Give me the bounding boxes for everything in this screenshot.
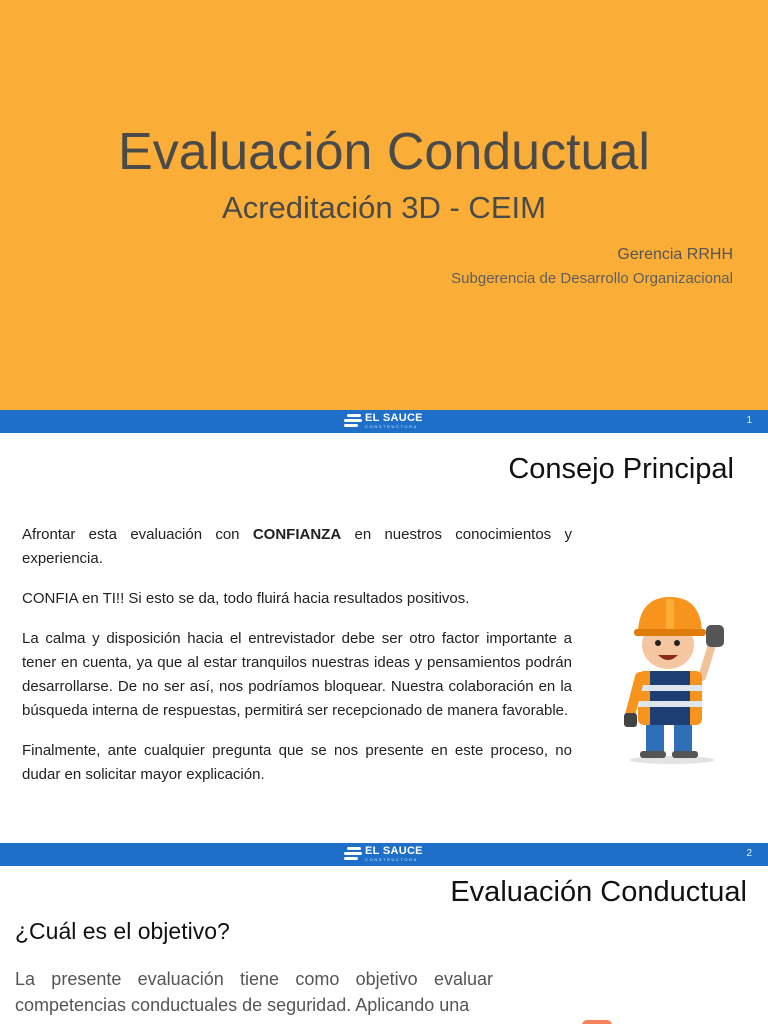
slide-body	[15, 966, 493, 1018]
advice-slide	[0, 433, 768, 843]
slide-footer-bar	[0, 843, 768, 866]
construction-worker-waving-icon	[610, 585, 740, 765]
department-label: Gerencia RRHH	[617, 246, 733, 263]
el-sauce-logo	[344, 846, 434, 864]
slide-subtitle: Acreditación 3D - CEIM	[222, 190, 546, 225]
illustration-fragment	[582, 1020, 612, 1024]
slide-body	[22, 523, 572, 803]
emphasis-text: CONFIANZA	[252, 526, 342, 543]
slide-title: Evaluación Conductual	[118, 123, 650, 181]
paragraph: La calma y disposición hacia el entrevistador debe ser otro factor importante a tener en cuenta, ya que al estar tranquilos nuestras ideas y pensamientos podrán desarrollarse. De no ser así, nos podríamos bloquear. Nuestra colaboración en la búsqueda interna de respuestas, permitirá ser recepcionado de manera favorable.	[22, 630, 572, 719]
logo-brand-subtext: CONSTRUCTORA	[365, 424, 418, 429]
logo-brand-text: EL SAUCE	[365, 845, 423, 857]
el-sauce-logo	[344, 413, 434, 431]
subdepartment-label: Subgerencia de Desarrollo Organizacional	[451, 270, 733, 287]
slide-title: Consejo Principal	[508, 453, 734, 485]
logo-mark-icon	[344, 847, 362, 862]
paragraph: La presente evaluación tiene como objetivo evaluar competencias conductuales de seguridad. Aplicando una	[15, 969, 493, 1015]
title-slide	[0, 0, 768, 410]
section-heading: ¿Cuál es el objetivo?	[15, 918, 230, 944]
logo-brand-text: EL SAUCE	[365, 412, 423, 424]
objective-slide	[0, 866, 768, 1024]
logo-brand-subtext: CONSTRUCTORA	[365, 857, 418, 862]
paragraph: Afrontar esta evaluación con CONFIANZA en nuestros conocimientos y experiencia.	[22, 526, 572, 567]
slide-title: Evaluación Conductual	[450, 876, 747, 908]
page-number: 1	[746, 415, 752, 426]
slide-footer-bar	[0, 410, 768, 433]
page-number: 2	[746, 848, 752, 859]
paragraph: CONFIA en TI!! Si esto se da, todo fluirá hacia resultados positivos.	[22, 590, 470, 607]
logo-mark-icon	[344, 414, 362, 429]
paragraph: Finalmente, ante cualquier pregunta que se nos presente en este proceso, no dudar en solicitar mayor explicación.	[22, 742, 572, 783]
